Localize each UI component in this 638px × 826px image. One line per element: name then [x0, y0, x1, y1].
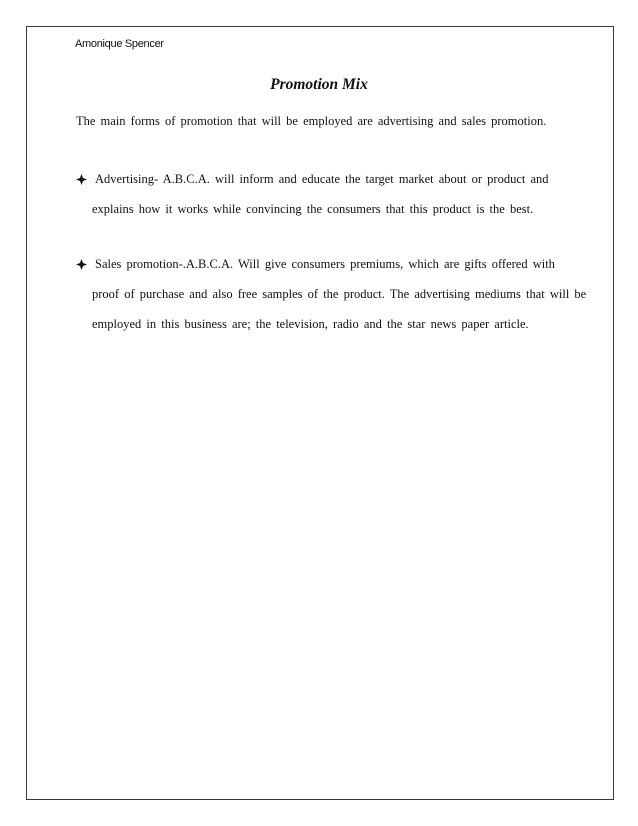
bullet-line-text: explains how it works while convincing the consumers that this product is the best. [92, 202, 534, 216]
bullet-line-text: proof of purchase and also free samples of the product. The advertising mediums that will be [92, 287, 587, 301]
bullet-item-advertising [76, 171, 549, 217]
diamond-bullet-icon [76, 259, 87, 270]
page-title: Promotion Mix [270, 76, 368, 93]
page-border [26, 26, 614, 800]
bullet-item-sales-promotion [76, 256, 586, 332]
bullet-line-text: Advertising- A.B.C.A. will inform and educate the target market about or product and [95, 171, 549, 186]
header-author: Amonique Spencer [75, 38, 164, 50]
bullet-line-text: Sales promotion-.A.B.C.A. Will give consumers premiums, which are gifts offered with [95, 256, 555, 271]
intro-paragraph: The main forms of promotion that will be employed are advertising and sales promotion. [76, 114, 547, 128]
diamond-bullet-icon [76, 174, 87, 185]
bullet-line-text: employed in this business are; the television, radio and the star news paper article. [92, 317, 529, 331]
